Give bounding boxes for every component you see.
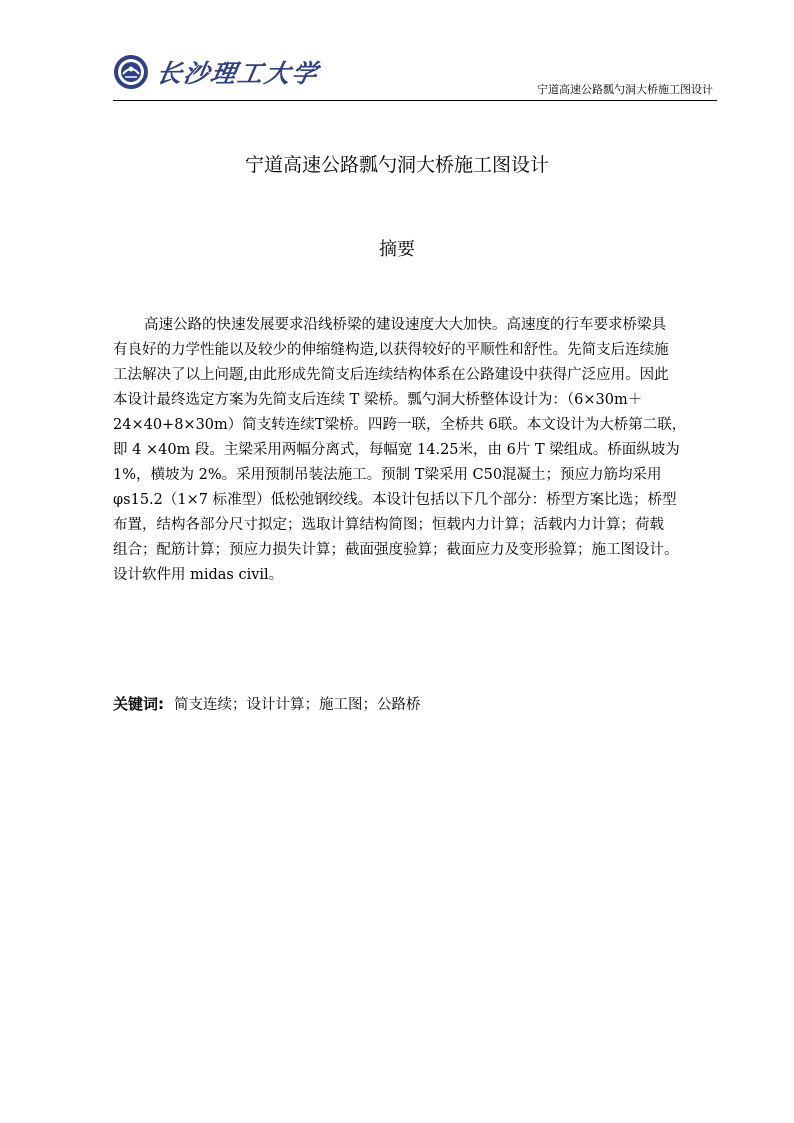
keywords-label: 关键词: [113, 695, 164, 713]
abstract-line: 设计软件用 midas civil。 [113, 567, 284, 583]
abstract-body [113, 313, 717, 588]
abstract-line: 即 4 ×40m 段。主梁采用两幅分离式，每幅宽 14.25米，由 6片 T 梁组成。桥面纵坡为 [113, 442, 680, 458]
running-title: 宁道高速公路瓢勺洞大桥施工图设计 [537, 83, 713, 96]
university-logo [113, 52, 322, 92]
university-name: 长沙理工大学 [154, 59, 322, 88]
abstract-line: 有良好的力学性能以及较少的伸缩缝构造,以获得较好的平顺性和舒性。先简支后连续施 [113, 342, 669, 358]
abstract-line: 布置，结构各部分尺寸拟定；选取计算结构简图；恒载内力计算；活载内力计算；荷载 [113, 517, 664, 533]
abstract-line: φs15.2（1×7 标准型）低松弛钢绞线。本设计包括以下几个部分：桥型方案比选；桥型 [113, 492, 677, 508]
university-seal-icon [113, 54, 149, 90]
page-header [113, 52, 717, 101]
abstract-line: 高速公路的快速发展要求沿线桥梁的建设速度大大加快。高速度的行车要求桥梁具 [144, 317, 666, 333]
abstract-line: 24×40+8×30m）简支转连续T梁桥。四跨一联，全桥共 6联。本文设计为大桥第二联， [113, 417, 687, 433]
keywords [113, 693, 717, 714]
abstract-line: 工法解决了以上问题,由此形成先简支后连续结构体系在公路建设中获得广泛应用。因此 [113, 367, 669, 383]
abstract-heading: 摘要 [379, 239, 415, 260]
abstract-line: 组合；配筋计算；预应力损失计算；截面强度验算；截面应力及变形验算；施工图设计。 [113, 542, 679, 558]
document-title: 宁道高速公路瓢勺洞大桥施工图设计 [244, 154, 549, 176]
keywords-value: 简支连续；设计计算；施工图；公路桥 [174, 697, 421, 713]
abstract-line: 1%，横坡为 2%。采用预制吊装法施工。预制 T梁采用 C50混凝土；预应力筋均采用 [113, 467, 662, 483]
abstract-line: 本设计最终选定方案为先简支后连续 T 梁桥。瓢勺洞大桥整体设计为：（6×30m＋ [113, 392, 643, 408]
